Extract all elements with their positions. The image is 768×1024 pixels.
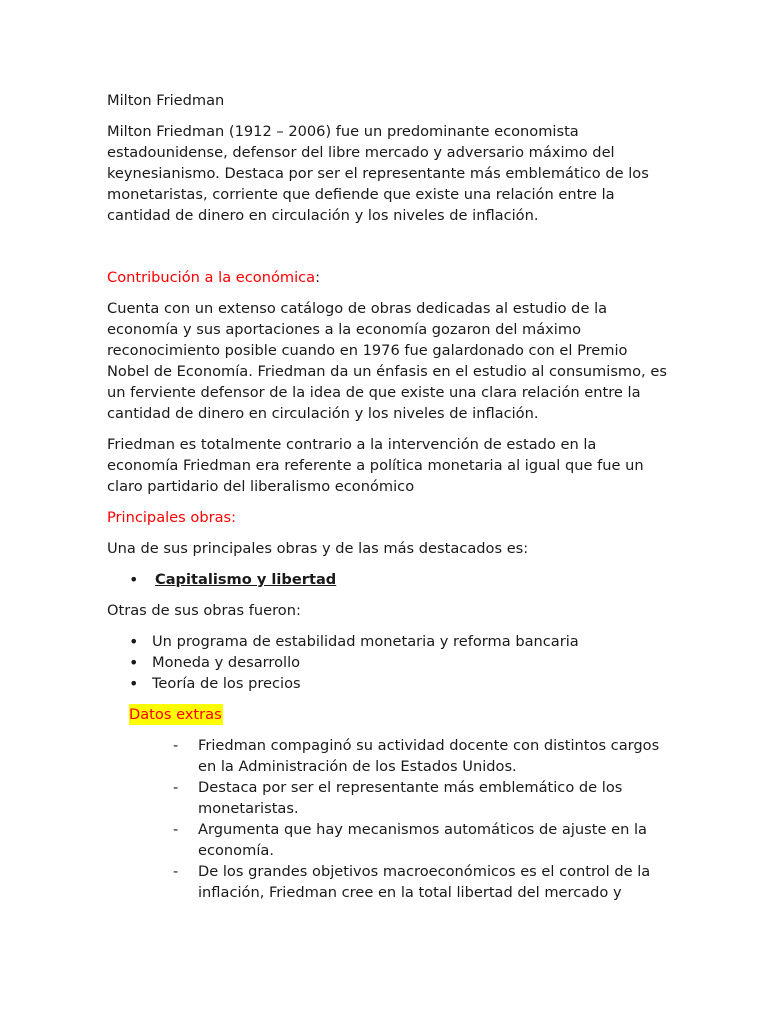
document-title: Milton Friedman: [107, 92, 225, 109]
document-body: [107, 90, 667, 903]
other-works-list: [107, 631, 667, 694]
contribution-paragraph-1: Cuenta con un extenso catálogo de obras dedicadas al estudio de la economía y sus aportaciones a la economía gozaron del máximo reconocimiento posible cuando en 1976 fue galardonado con el Premio Nobel de Economía. Friedman da un énfasis en el estudio al consumismo, es un ferviente defensor de la idea de que existe una clara relación entre la cantidad de dinero en circulación y los niveles de inflación.: [107, 300, 667, 422]
list-item: [107, 569, 667, 590]
list-item: • Teoría de los precios: [107, 673, 667, 694]
extras-heading-line: [107, 704, 667, 725]
blank-space: [107, 226, 667, 267]
list-item: - Argumenta que hay mecanismos automáticos de ajuste en la economía.: [107, 819, 667, 861]
list-item: - Friedman compaginó su actividad docente con distintos cargos en la Administración de los Estados Unidos.: [107, 735, 667, 777]
contribution-paragraph-2: Friedman es totalmente contrario a la intervención de estado en la economía Friedman era referente a política monetaria al igual que fue un claro partidario del liberalismo económico: [107, 436, 644, 495]
intro-paragraph: Milton Friedman (1912 – 2006) fue un predominante economista estadounidense, defensor del libre mercado y adversario máximo del keynesianismo. Destaca por ser el representante más emblemático de los monetaristas, corriente que defiende que existe una relación entre la cantidad de dinero en circulación y los niveles de inflación.: [107, 123, 649, 224]
list-item: - De los grandes objetivos macroeconómicos es el control de la inflación, Friedman cree en la total libertad del mercado y: [107, 861, 667, 903]
contribution-heading: Contribución a la económica: [107, 269, 316, 286]
list-item: • Moneda y desarrollo: [107, 652, 667, 673]
contribution-colon: :: [315, 269, 321, 286]
extras-list: [107, 735, 667, 903]
works-heading: Principales obras:: [107, 509, 237, 526]
works-intro: Una de sus principales obras y de las más destacados es:: [107, 540, 529, 557]
extras-heading: Datos extras: [129, 706, 222, 723]
list-item: • Un programa de estabilidad monetaria y reforma bancaria: [107, 631, 667, 652]
main-work-list: [107, 569, 667, 590]
other-works-intro: Otras de sus obras fueron:: [107, 602, 301, 619]
list-item: - Destaca por ser el representante más emblemático de los monetaristas.: [107, 777, 667, 819]
main-work-title: Capitalismo y libertad: [155, 571, 337, 588]
contribution-heading-line: [107, 267, 667, 288]
